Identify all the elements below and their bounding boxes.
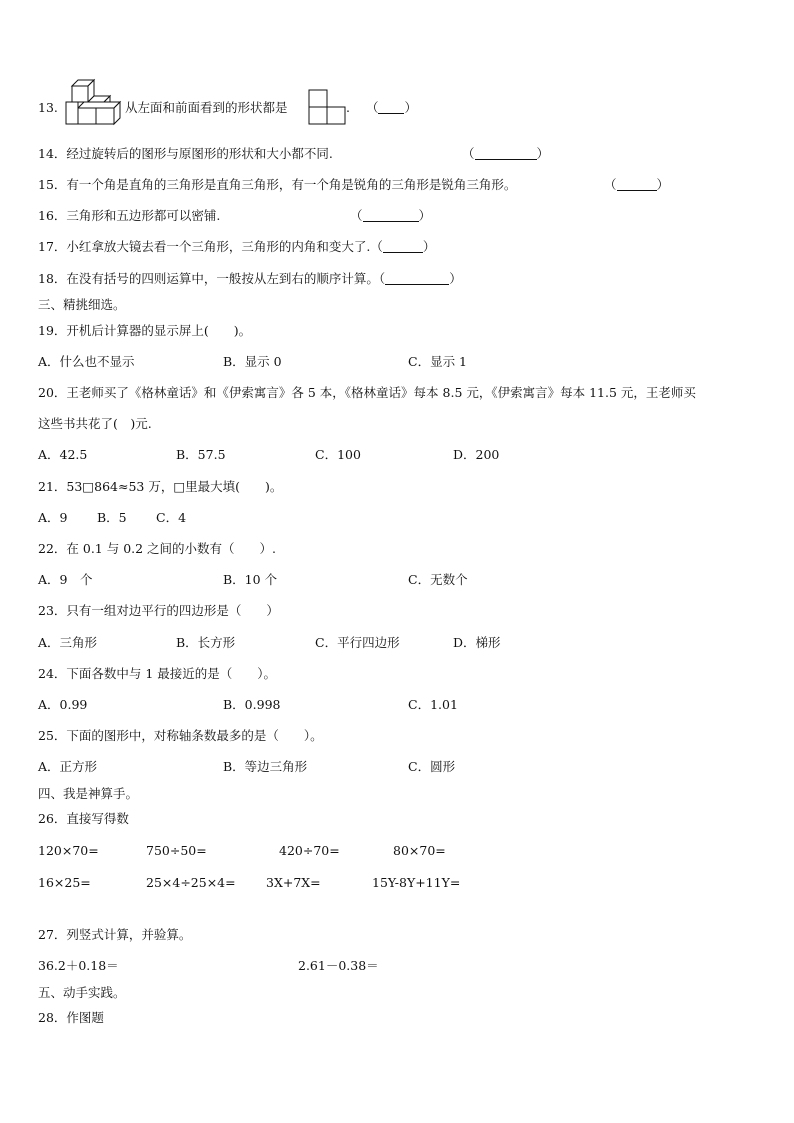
option-c[interactable]: C．平行四边形 <box>315 635 400 650</box>
l-shape-figure <box>307 88 347 126</box>
option-b[interactable]: B．10 个 <box>223 572 278 587</box>
option-b[interactable]: B．长方形 <box>176 635 236 650</box>
answer-blank[interactable] <box>475 147 537 160</box>
option-a[interactable]: A．9 个 <box>38 572 93 587</box>
question-16: 16．三角形和五边形都可以密铺. <box>38 208 221 223</box>
answer-blank[interactable] <box>363 209 419 222</box>
question-16-answer: （ ） <box>350 208 432 223</box>
option-b[interactable]: B．等边三角形 <box>223 759 308 774</box>
question-24: 24．下面各数中与 1 最接近的是（ ）。 <box>38 666 277 681</box>
calc-item: 120×70= <box>38 843 99 858</box>
calc-item: 80×70= <box>393 843 446 858</box>
calc-item: 3X+7X= <box>266 875 321 890</box>
question-14-answer: （ ） <box>462 146 550 161</box>
option-a[interactable]: A．0.99 <box>38 697 88 712</box>
section-heading-3: 三、精挑细选。 <box>38 297 126 312</box>
answer-blank[interactable] <box>383 240 423 253</box>
question-13-text: 从左面和前面看到的形状都是 <box>125 100 288 115</box>
option-b[interactable]: B．5 <box>97 510 127 525</box>
option-b[interactable]: B．57.5 <box>176 447 226 462</box>
calc-item: 16×25= <box>38 875 91 890</box>
option-a[interactable]: A．什么也不显示 <box>38 354 135 369</box>
question-15: 15．有一个角是直角的三角形是直角三角形，有一个角是锐角的三角形是锐角三角形。 <box>38 177 517 192</box>
question-27: 27．列竖式计算，并验算。 <box>38 927 192 942</box>
vertical-calc-item: 36.2＋0.18＝ <box>38 958 119 973</box>
answer-blank[interactable] <box>378 101 404 114</box>
question-18: 18．在没有括号的四则运算中，一般按从左到右的顺序计算。（ ） <box>38 271 462 286</box>
question-13-answer: . （ ） <box>346 100 417 115</box>
option-c[interactable]: C．100 <box>315 447 361 462</box>
option-a[interactable]: A．三角形 <box>38 635 98 650</box>
question-23: 23．只有一组对边平行的四边形是（ ） <box>38 603 279 618</box>
option-d[interactable]: D．梯形 <box>453 635 501 650</box>
question-26: 26．直接写得数 <box>38 811 129 826</box>
cube-stack-figure <box>64 78 126 128</box>
calc-item: 420÷70= <box>279 843 340 858</box>
question-19: 19．开机后计算器的显示屏上( )。 <box>38 323 252 338</box>
question-28: 28．作图题 <box>38 1010 104 1025</box>
question-21: 21．53□864≈53 万，□里最大填( )。 <box>38 479 283 494</box>
option-c[interactable]: C．4 <box>156 510 187 525</box>
calc-item: 750÷50= <box>146 843 207 858</box>
section-heading-5: 五、动手实践。 <box>38 985 126 1000</box>
section-heading-4: 四、我是神算手。 <box>38 786 139 801</box>
option-b[interactable]: B．显示 0 <box>223 354 282 369</box>
option-c[interactable]: C．1.01 <box>408 697 458 712</box>
option-a[interactable]: A．42.5 <box>38 447 88 462</box>
option-a[interactable]: A．正方形 <box>38 759 98 774</box>
question-20-line2: 这些书共花了( )元. <box>38 416 152 431</box>
question-number: 13. <box>38 100 58 115</box>
question-15-answer: （ ） <box>604 177 670 192</box>
answer-blank[interactable] <box>385 272 449 285</box>
question-25: 25．下面的图形中，对称轴条数最多的是（ ）。 <box>38 728 323 743</box>
option-b[interactable]: B．0.998 <box>223 697 281 712</box>
question-20-line1: 20．王老师买了《格林童话》和《伊索寓言》各 5 本，《格林童话》每本 8.5 元，《伊索寓言》每本 11.5 元，王老师买 <box>38 385 696 400</box>
calc-item: 15Y-8Y+11Y= <box>372 875 461 890</box>
option-c[interactable]: C．圆形 <box>408 759 456 774</box>
option-d[interactable]: D．200 <box>453 447 500 462</box>
answer-blank[interactable] <box>617 178 657 191</box>
question-22: 22．在 0.1 与 0.2 之间的小数有（ ）. <box>38 541 277 556</box>
question-13 <box>38 100 58 116</box>
question-14: 14．经过旋转后的图形与原图形的形状和大小都不同. <box>38 146 333 161</box>
question-17: 17．小红拿放大镜去看一个三角形，三角形的内角和变大了.（ ） <box>38 239 436 254</box>
vertical-calc-item: 2.61－0.38＝ <box>298 958 379 973</box>
option-c[interactable]: C．显示 1 <box>408 354 467 369</box>
option-a[interactable]: A．9 <box>38 510 68 525</box>
option-c[interactable]: C．无数个 <box>408 572 468 587</box>
calc-item: 25×4÷25×4= <box>146 875 236 890</box>
